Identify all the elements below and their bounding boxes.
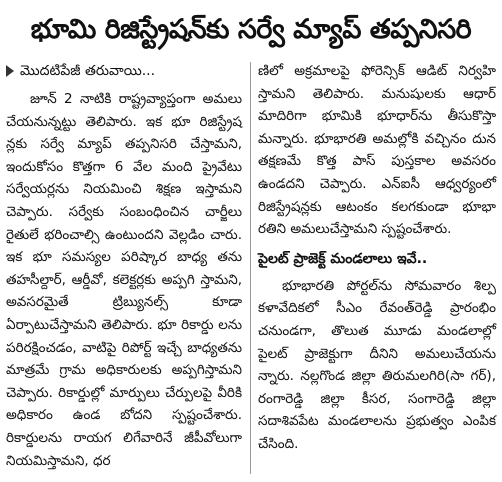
left-paragraph: జూన్ 2 నాటికి రాష్ట్రవ్యాప్తంగా అమలు చేయనున్నట్టు తెలిపారు. ఇక భూ రిజిస్ట్రేష న్లకు సర్వే మ్యాప్ తప్పనిసరి చేస్తామని, ఇందుకోసం కొత్తగా 6 వేల మంది ప్రైవేటు సర్వేయర్లను నియమించి శిక్షణ ఇస్తామని చెప్పారు. సర్వేకు సంబంధించిన చార్జీలు రైతులే భరించాల్సి ఉంటుందని వెల్లడిం చారు. ఇక భూ సమస్యల పరిష్కార బాధ్య తను తహసీల్దార్, ఆర్డీవో, కలెక్టర్లకు అప్పగి స్తామని, అవసరమైతే ట్రిబ్యునల్స్ కూడా ఏర్పాటుచేస్తామని తెలిపారు. భూ రికార్డు లను పరిరక్షించడం, వాటిపై రిపోర్ట్ ఇచ్చే బాధ్యతను మాత్రమే గ్రామ అధికారులకు అప్పగిస్తామని చెప్పారు. రికార్డుల్లో మార్పులు చేర్పులపై వీరికి అధికారం ఉండ బోదని స్పష్టంచేశారు. రికార్డులను రాయగ లిగేవారినే జీపీవోలుగా నియమిస్తామని, ధర <box>6 91 242 469</box>
kicker-label: మొదటిపేజీ తరువాయి... <box>20 63 156 79</box>
right-paragraph-2: భూభారతి పోర్టల్‌ను సోమవారం శిల్ప కళావేదికలో సీఎం రేవంత్‌రెడ్డి ప్రారంభిం చనుండగా, తొలుత మూడు మండలాల్లో పైలట్ ప్రాజెక్టుగా దీనిని అమలుచేయను న్నారు. నల్లగొండ జిల్లా తిరుమలగిరి(సా గర్), రంగారెడ్డి జిల్లా కీసర, సంగారెడ్డి జిల్లా సదాశివపేట మండలాలను ప్రభుత్వం ఎంపిక చేసింది. <box>258 277 496 452</box>
triangle-bullet-icon <box>6 65 14 77</box>
continuation-kicker <box>6 60 242 82</box>
subheading: పైలట్ ప్రాజెక్ట్ మండలాలు ఇవే.. <box>258 250 428 267</box>
column-divider <box>250 62 251 474</box>
left-column <box>6 60 242 472</box>
headline: భూమి రిజిస్ట్రేషన్‌కు సర్వే మ్యాప్ తప్పనిసరి <box>30 14 472 45</box>
right-column <box>258 60 496 456</box>
right-paragraph-1: ణిలో అక్రమాలపై ఫోరెన్సిక్ ఆడిట్ నిర్వహి స్తామని తెలిపారు. మనుషులకు ఆధార్ మాదిరిగా భూమికి భూధార్‌ను తీసుకొస్తా మన్నారు. భూభారతి అమల్లోకి వచ్చినం దున తక్షణమే కొత్త పాస్ పుస్తకాల అవసరం ఉండదని చెప్పారు. ఎన్ఐసీ ఆధ్వర్యంలో రిజిస్ట్రేషన్లకు ఆటంకం కలగకుండా భూభా రతిని అమలుచేస్తామని స్పష్టంచేశారు. <box>258 63 496 238</box>
